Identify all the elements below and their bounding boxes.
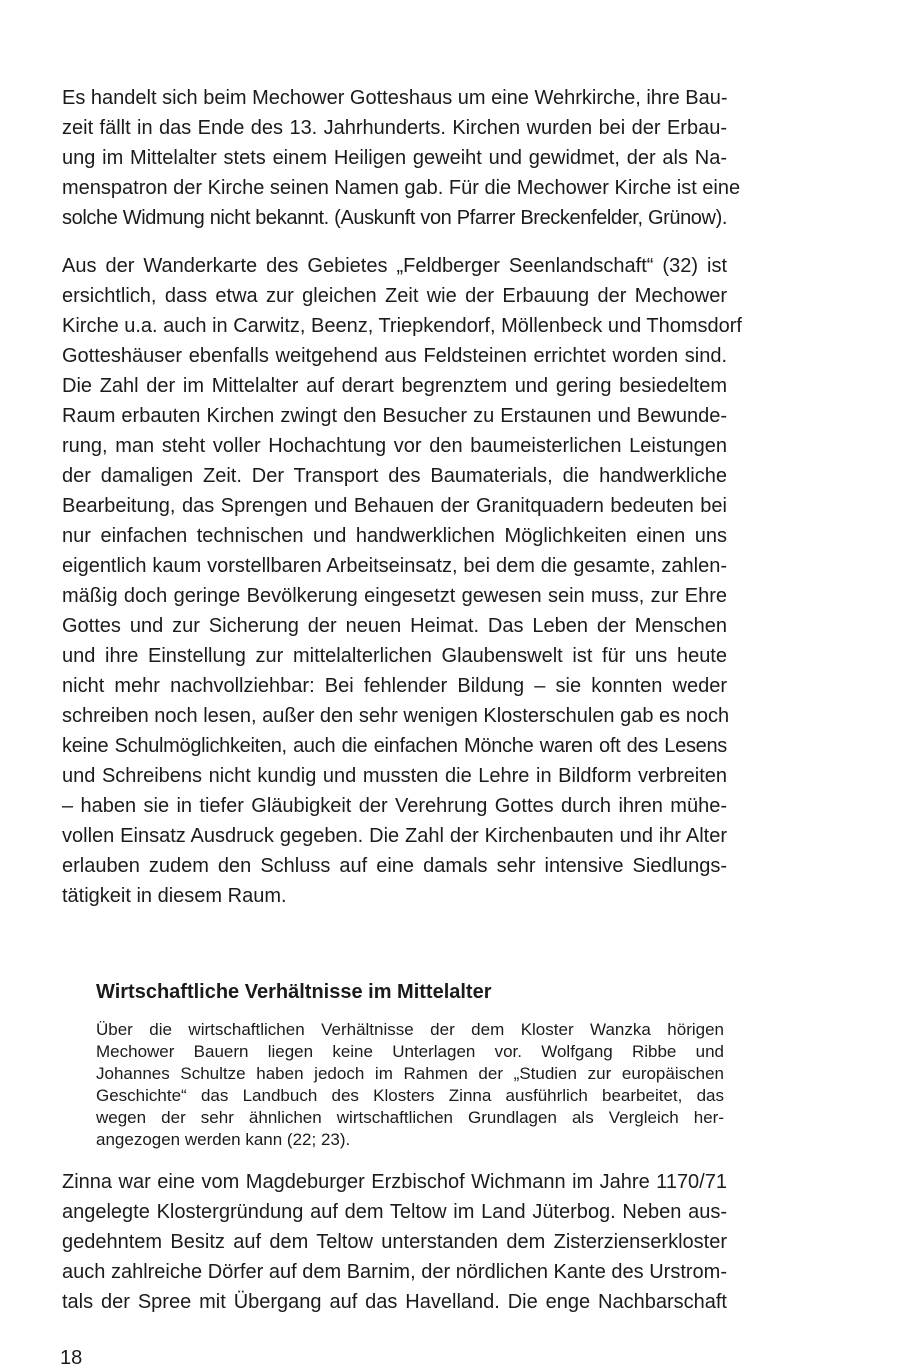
paragraph-2-line: keine Schulmöglichkeiten, auch die einfachen Mönche waren oft des Lesens — [62, 735, 727, 757]
section-intro-line: angezogen werden kann (22; 23). — [96, 1130, 351, 1149]
paragraph-2-line: der damaligen Zeit. Der Transport des Baumaterials, die handwerkliche — [62, 465, 727, 487]
paragraph-2-line: Gottes und zur Sicherung der neuen Heimat. Das Leben der Menschen — [62, 615, 727, 637]
paragraph-2-line: nicht mehr nachvollziehbar: Bei fehlender Bildung – sie konnten weder — [62, 675, 727, 697]
section-intro-line: Mechower Bauern liegen keine Unterlagen vor. Wolfgang Ribbe und — [96, 1042, 724, 1061]
paragraph-1-line: Es handelt sich beim Mechower Gotteshaus um eine Wehrkirche, ihre Bau- — [62, 87, 728, 109]
paragraph-2-line: Gotteshäuser ebenfalls weitgehend aus Feldsteinen errichtet worden sind. — [62, 345, 727, 367]
paragraph-2-line: und ihre Einstellung zur mittelalterlichen Glaubenswelt ist für uns heute — [62, 645, 727, 667]
section-heading: Wirtschaftliche Verhältnisse im Mittelalter — [96, 981, 492, 1003]
paragraph-2-line: vollen Einsatz Ausdruck gegeben. Die Zahl der Kirchenbauten und ihr Alter — [62, 825, 727, 847]
paragraph-1-line: menspatron der Kirche seinen Namen gab. Für die Mechower Kirche ist eine — [62, 177, 741, 199]
paragraph-2-line: nur einfachen technischen und handwerklichen Möglichkeiten einen uns — [62, 525, 727, 547]
paragraph-2-line: erlauben zudem den Schluss auf eine damals sehr intensive Siedlungs- — [62, 855, 727, 877]
paragraph-1-line: zeit fällt in das Ende des 13. Jahrhunderts. Kirchen wurden bei der Erbau- — [62, 117, 727, 139]
paragraph-2-line: – haben sie in tiefer Gläubigkeit der Verehrung Gottes durch ihren mühe- — [62, 795, 727, 817]
paragraph-2-line: tätigkeit in diesem Raum. — [62, 885, 287, 907]
paragraph-2-line: Kirche u.a. auch in Carwitz, Beenz, Triepkendorf, Möllenbeck und Thomsdorf — [62, 315, 742, 337]
paragraph-1-line: solche Widmung nicht bekannt. (Auskunft von Pfarrer Breckenfelder, Grünow). — [62, 207, 727, 229]
paragraph-2-line: rung, man steht voller Hochachtung vor den baumeisterlichen Leistungen — [62, 435, 727, 457]
paragraph-2-line: eigentlich kaum vorstellbaren Arbeitseinsatz, bei dem die gesamte, zahlen- — [62, 555, 727, 577]
page-number: 18 — [60, 1347, 83, 1369]
paragraph-3-line: auch zahlreiche Dörfer auf dem Barnim, der nördlichen Kante des Urstrom- — [62, 1261, 727, 1283]
paragraph-2-line: Aus der Wanderkarte des Gebietes „Feldberger Seenlandschaft“ (32) ist — [62, 255, 727, 277]
section-intro-line: Über die wirtschaftlichen Verhältnisse der dem Kloster Wanzka hörigen — [96, 1020, 724, 1039]
paragraph-2-line: Die Zahl der im Mittelalter auf derart begrenztem und gering besiedeltem — [62, 375, 727, 397]
paragraph-2-line: und Schreibens nicht kundig und mussten die Lehre in Bildform verbreiten — [62, 765, 727, 787]
paragraph-2-line: Bearbeitung, das Sprengen und Behauen der Granitquadern bedeuten bei — [62, 495, 727, 517]
paragraph-2-line: mäßig doch geringe Bevölkerung eingesetzt gewesen sein muss, zur Ehre — [62, 585, 727, 607]
paragraph-2-line: schreiben noch lesen, außer den sehr wenigen Klosterschulen gab es noch — [62, 705, 730, 727]
paragraph-3-line: gedehntem Besitz auf dem Teltow unterstanden dem Zisterzienserkloster — [62, 1231, 727, 1253]
section-intro-line: Geschichte“ das Landbuch des Klosters Zinna ausführlich bearbeitet, das — [96, 1086, 724, 1105]
section-intro-line: Johannes Schultze haben jedoch im Rahmen der „Studien zur europäischen — [96, 1064, 724, 1083]
paragraph-3-line: tals der Spree mit Übergang auf das Havelland. Die enge Nachbarschaft — [62, 1291, 727, 1313]
paragraph-1-line: ung im Mittelalter stets einem Heiligen geweiht und gewidmet, der als Na- — [62, 147, 727, 169]
paragraph-3-line: angelegte Klostergründung auf dem Teltow im Land Jüterbog. Neben aus- — [62, 1201, 727, 1223]
paragraph-2-line: Raum erbauten Kirchen zwingt den Besucher zu Erstaunen und Bewunde- — [62, 405, 727, 427]
paragraph-2-line: ersichtlich, dass etwa zur gleichen Zeit wie der Erbauung der Mechower — [62, 285, 727, 307]
section-intro-line: wegen der sehr ähnlichen wirtschaftlichen Grundlagen als Vergleich her- — [96, 1108, 724, 1127]
paragraph-3-line: Zinna war eine vom Magdeburger Erzbischof Wichmann im Jahre 1170/71 — [62, 1171, 727, 1193]
